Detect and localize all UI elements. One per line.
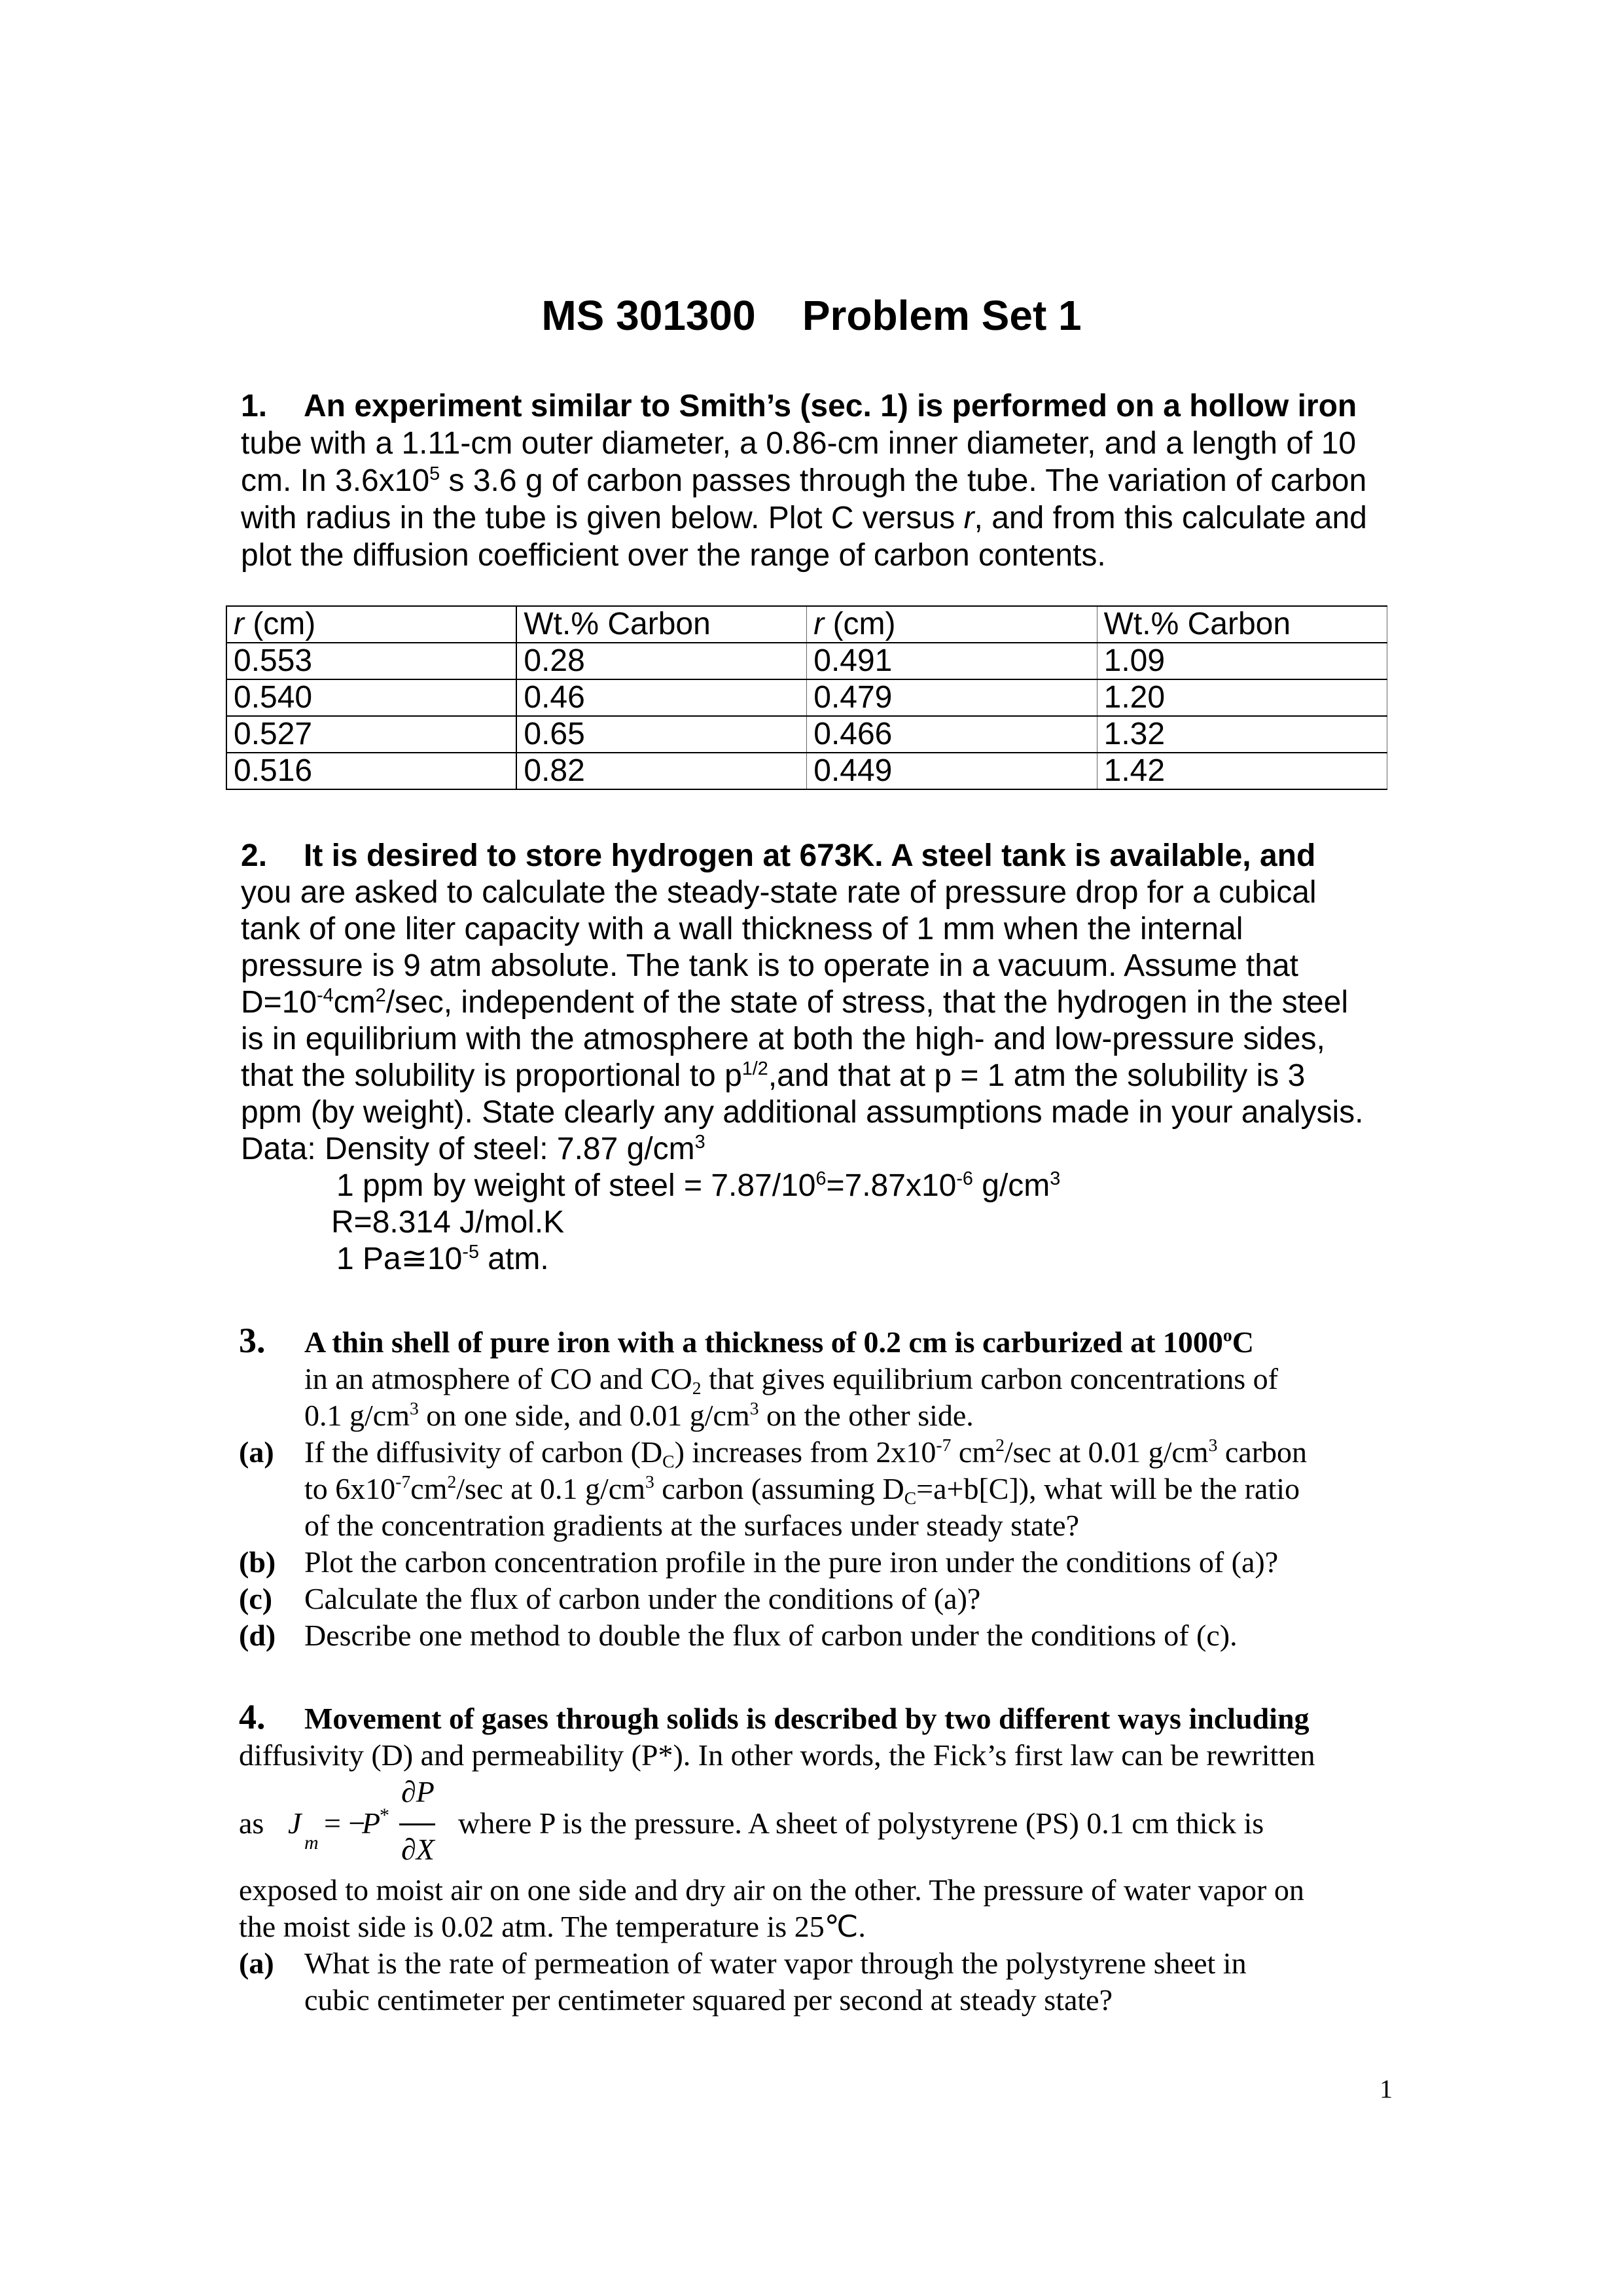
question-4-part-a [239, 1945, 1417, 1982]
text: A thin shell of pure iron with a thickness of 0.2 cm is carburized at 1000 [304, 1325, 1223, 1359]
question-3-part-a-line: of the concentration gradients at the surfaces under steady state? [304, 1509, 1080, 1542]
text: 1 ppm by weight of steel = 7.87/10 [336, 1168, 816, 1203]
equation-flux-subscript: m [304, 1832, 319, 1854]
superscript: 3 [409, 1398, 419, 1419]
text: /sec, independent of the state of stress, that the hydrogen in the steel [385, 985, 1348, 1020]
text: It is desired to store hydrogen at 673K. A steel tank is available, and [304, 838, 1316, 873]
question-4 [239, 1698, 1417, 2018]
superscript: -7 [936, 1435, 952, 1456]
question-2-line: ppm (by weight). State clearly any additional assumptions made in your analysis. [241, 1095, 1364, 1130]
text: , and from this calculate and [974, 501, 1367, 535]
table-cell: 0.82 [516, 753, 806, 789]
text: D=10 [241, 985, 317, 1020]
table-cell: 0.491 [807, 643, 1097, 679]
equation-flux-symbol: J [288, 1806, 302, 1840]
text: in an atmosphere of CO and CO [304, 1362, 692, 1395]
question-2-line: pressure is 9 atm absolute. The tank is to operate in a vacuum. Assume that [241, 948, 1298, 983]
question-4-line: exposed to moist air on one side and dry air on the other. The pressure of water vapor on [239, 1873, 1304, 1907]
subscript: C [662, 1451, 675, 1472]
table-cell: 0.28 [516, 643, 806, 679]
text: Calculate the flux of carbon under the conditions of (a)? [304, 1582, 981, 1615]
question-3-line [239, 1361, 1417, 1397]
table-cell: 0.516 [226, 753, 516, 789]
text: g/cm [972, 1168, 1050, 1203]
question-2-line: is in equilibrium with the atmosphere at both the high- and low-pressure sides, [241, 1022, 1325, 1056]
table-cell: 1.42 [1097, 753, 1387, 789]
text: C [1232, 1325, 1254, 1359]
equation-permeability-star: * [380, 1804, 389, 1826]
table-header-cell [807, 606, 1097, 643]
equation-prefix: as [239, 1806, 264, 1840]
text: with radius in the tube is given below. Plot C versus [241, 501, 964, 535]
ficks-law-equation-line [239, 1774, 1417, 1872]
table-cell: 0.449 [807, 753, 1097, 789]
text: on one side, and 0.01 g/cm [418, 1399, 750, 1432]
text: =a+b[C]), what will be the ratio [916, 1472, 1300, 1505]
superscript: -6 [956, 1168, 973, 1189]
question-3 [239, 1322, 1417, 1654]
text: /sec at 0.1 g/cm [456, 1472, 645, 1505]
superscript: 3 [1208, 1435, 1218, 1456]
text: What is the rate of permeation of water vapor through the polystyrene sheet in [304, 1946, 1247, 1980]
superscript: 2 [375, 984, 386, 1006]
table-row [226, 643, 1387, 679]
text: atm. [478, 1242, 549, 1276]
question-3-line [239, 1397, 1417, 1434]
subscript: C [904, 1488, 917, 1509]
data-density [241, 1131, 1419, 1168]
table-cell: 1.20 [1097, 679, 1387, 716]
superscript: -5 [462, 1241, 479, 1263]
question-1-line [241, 462, 1399, 499]
text: cm. In 3.6x10 [241, 463, 430, 498]
part-label: (c) [239, 1582, 273, 1615]
text: If the diffusivity of carbon (D [304, 1435, 663, 1469]
superscript: 1/2 [741, 1058, 768, 1079]
equation-numerator: ∂P [401, 1775, 435, 1808]
text: Movement of gases through solids is described by two different ways including [304, 1702, 1310, 1735]
question-number: 2. [241, 838, 268, 873]
carbon-radius-table [226, 605, 1387, 790]
question-4-part-a-line: cubic centimeter per centimeter squared per second at steady state? [304, 1983, 1113, 2017]
question-2-line: tank of one liter capacity with a wall thickness of 1 mm when the internal [241, 912, 1243, 946]
italic-variable: r [234, 607, 244, 641]
text: that the solubility is proportional to p [241, 1058, 742, 1093]
table-header-cell [516, 606, 806, 643]
superscript: 3 [694, 1131, 705, 1153]
fraction-bar [399, 1823, 435, 1825]
superscript: 3 [645, 1471, 654, 1492]
text: cm [410, 1472, 448, 1505]
table-row [226, 753, 1387, 789]
text: Describe one method to double the flux of carbon under the conditions of (c). [304, 1619, 1238, 1652]
table-row [226, 679, 1387, 716]
text: (cm) [824, 607, 896, 641]
text: on the other side. [758, 1399, 974, 1432]
text: Wt.% Carbon [524, 607, 711, 641]
table-cell: 0.479 [807, 679, 1097, 716]
text: s 3.6 g of carbon passes through the tube. The variation of carbon [440, 463, 1367, 498]
table-cell: 0.65 [516, 716, 806, 753]
question-3-part-d [239, 1617, 1417, 1654]
table-cell: 0.46 [516, 679, 806, 716]
question-number: 4. [239, 1697, 266, 1736]
superscript: 6 [815, 1168, 827, 1189]
data-ppm [241, 1168, 1419, 1204]
italic-variable: r [963, 501, 974, 535]
question-3-part-b [239, 1544, 1417, 1581]
table-header-row [226, 606, 1387, 643]
page-title: MS 301300 Problem Set 1 [541, 292, 1082, 339]
question-2-heading [241, 838, 1419, 874]
text: Wt.% Carbon [1103, 607, 1291, 641]
question-1-line [241, 499, 1399, 537]
superscript: 3 [749, 1398, 759, 1419]
part-label: (b) [239, 1545, 276, 1579]
table-row [226, 716, 1387, 753]
superscript: 3 [1050, 1168, 1061, 1189]
question-4-line: diffusivity (D) and permeability (P*). In other words, the Fick’s first law can be rewritten [239, 1738, 1315, 1772]
question-number: 1. [241, 389, 268, 423]
superscript: -4 [317, 984, 334, 1006]
question-4-line: the moist side is 0.02 atm. The temperature is 25℃. [239, 1910, 866, 1943]
question-4-heading [239, 1698, 1417, 1737]
page-number: 1 [1380, 2074, 1393, 2104]
equation-equals: = − [324, 1806, 366, 1840]
data-gas-constant: R=8.314 J/mol.K [331, 1205, 565, 1240]
text: =7.87x10 [826, 1168, 957, 1203]
question-3-part-a-line [239, 1471, 1417, 1507]
table-header-cell [1097, 606, 1387, 643]
text: carbon [1217, 1435, 1308, 1469]
superscript: 5 [429, 463, 440, 484]
text: 0.1 g/cm [304, 1399, 410, 1432]
subscript: 2 [692, 1378, 702, 1399]
table-cell: 1.32 [1097, 716, 1387, 753]
question-1 [241, 387, 1399, 574]
text: (cm) [243, 607, 316, 641]
table-cell: 0.527 [226, 716, 516, 753]
text: ) increases from 2x10 [674, 1435, 936, 1469]
text: Data: Density of steel: 7.87 g/cm [241, 1132, 695, 1166]
question-1-line: tube with a 1.11-cm outer diameter, a 0.86-cm inner diameter, and a length of 10 [241, 426, 1357, 461]
question-3-part-c [239, 1581, 1417, 1617]
table-cell: 0.540 [226, 679, 516, 716]
text: Plot the carbon concentration profile in the pure iron under the conditions of (a)? [304, 1545, 1279, 1579]
question-2-line: you are asked to calculate the steady-state rate of pressure drop for a cubical [241, 875, 1317, 910]
equation-suffix: where P is the pressure. A sheet of polystyrene (PS) 0.1 cm thick is [458, 1806, 1264, 1840]
part-label: (d) [239, 1619, 276, 1652]
data-pascal [241, 1241, 1419, 1278]
text: /sec at 0.01 g/cm [1004, 1435, 1209, 1469]
superscript: -7 [395, 1471, 411, 1492]
equation-denominator: ∂X [401, 1833, 435, 1866]
equation-permeability-symbol: P [362, 1806, 381, 1840]
question-2-line [241, 984, 1419, 1021]
table-cell: 0.466 [807, 716, 1097, 753]
part-label: (a) [239, 1435, 274, 1469]
question-2 [241, 838, 1419, 1278]
text: to 6x10 [304, 1472, 396, 1505]
question-1-line: plot the diffusion coefficient over the range of carbon contents. [241, 538, 1106, 573]
question-3-heading [239, 1322, 1417, 1361]
superscript: 2 [447, 1471, 457, 1492]
text: carbon (assuming D [654, 1472, 904, 1505]
text: cm [951, 1435, 996, 1469]
table-header-cell [226, 606, 516, 643]
table-cell: 0.553 [226, 643, 516, 679]
superscript: 2 [995, 1435, 1005, 1456]
superscript: o [1222, 1325, 1232, 1346]
question-2-line [241, 1058, 1419, 1094]
text: ,and that at p = 1 atm the solubility is 3 [768, 1058, 1306, 1093]
table-cell: 1.09 [1097, 643, 1387, 679]
question-3-part-a [239, 1434, 1417, 1471]
text: 1 Pa≅10 [336, 1242, 463, 1276]
question-number: 3. [239, 1321, 266, 1360]
part-label: (a) [239, 1946, 274, 1980]
text: that gives equilibrium carbon concentrations of [701, 1362, 1278, 1395]
question-1-line: An experiment similar to Smith’s (sec. 1) is performed on a hollow iron [304, 389, 1357, 423]
text: cm [333, 985, 376, 1020]
question-1-heading [241, 387, 1399, 425]
italic-variable: r [813, 607, 825, 641]
ficks-law-equation [239, 1774, 1417, 1872]
